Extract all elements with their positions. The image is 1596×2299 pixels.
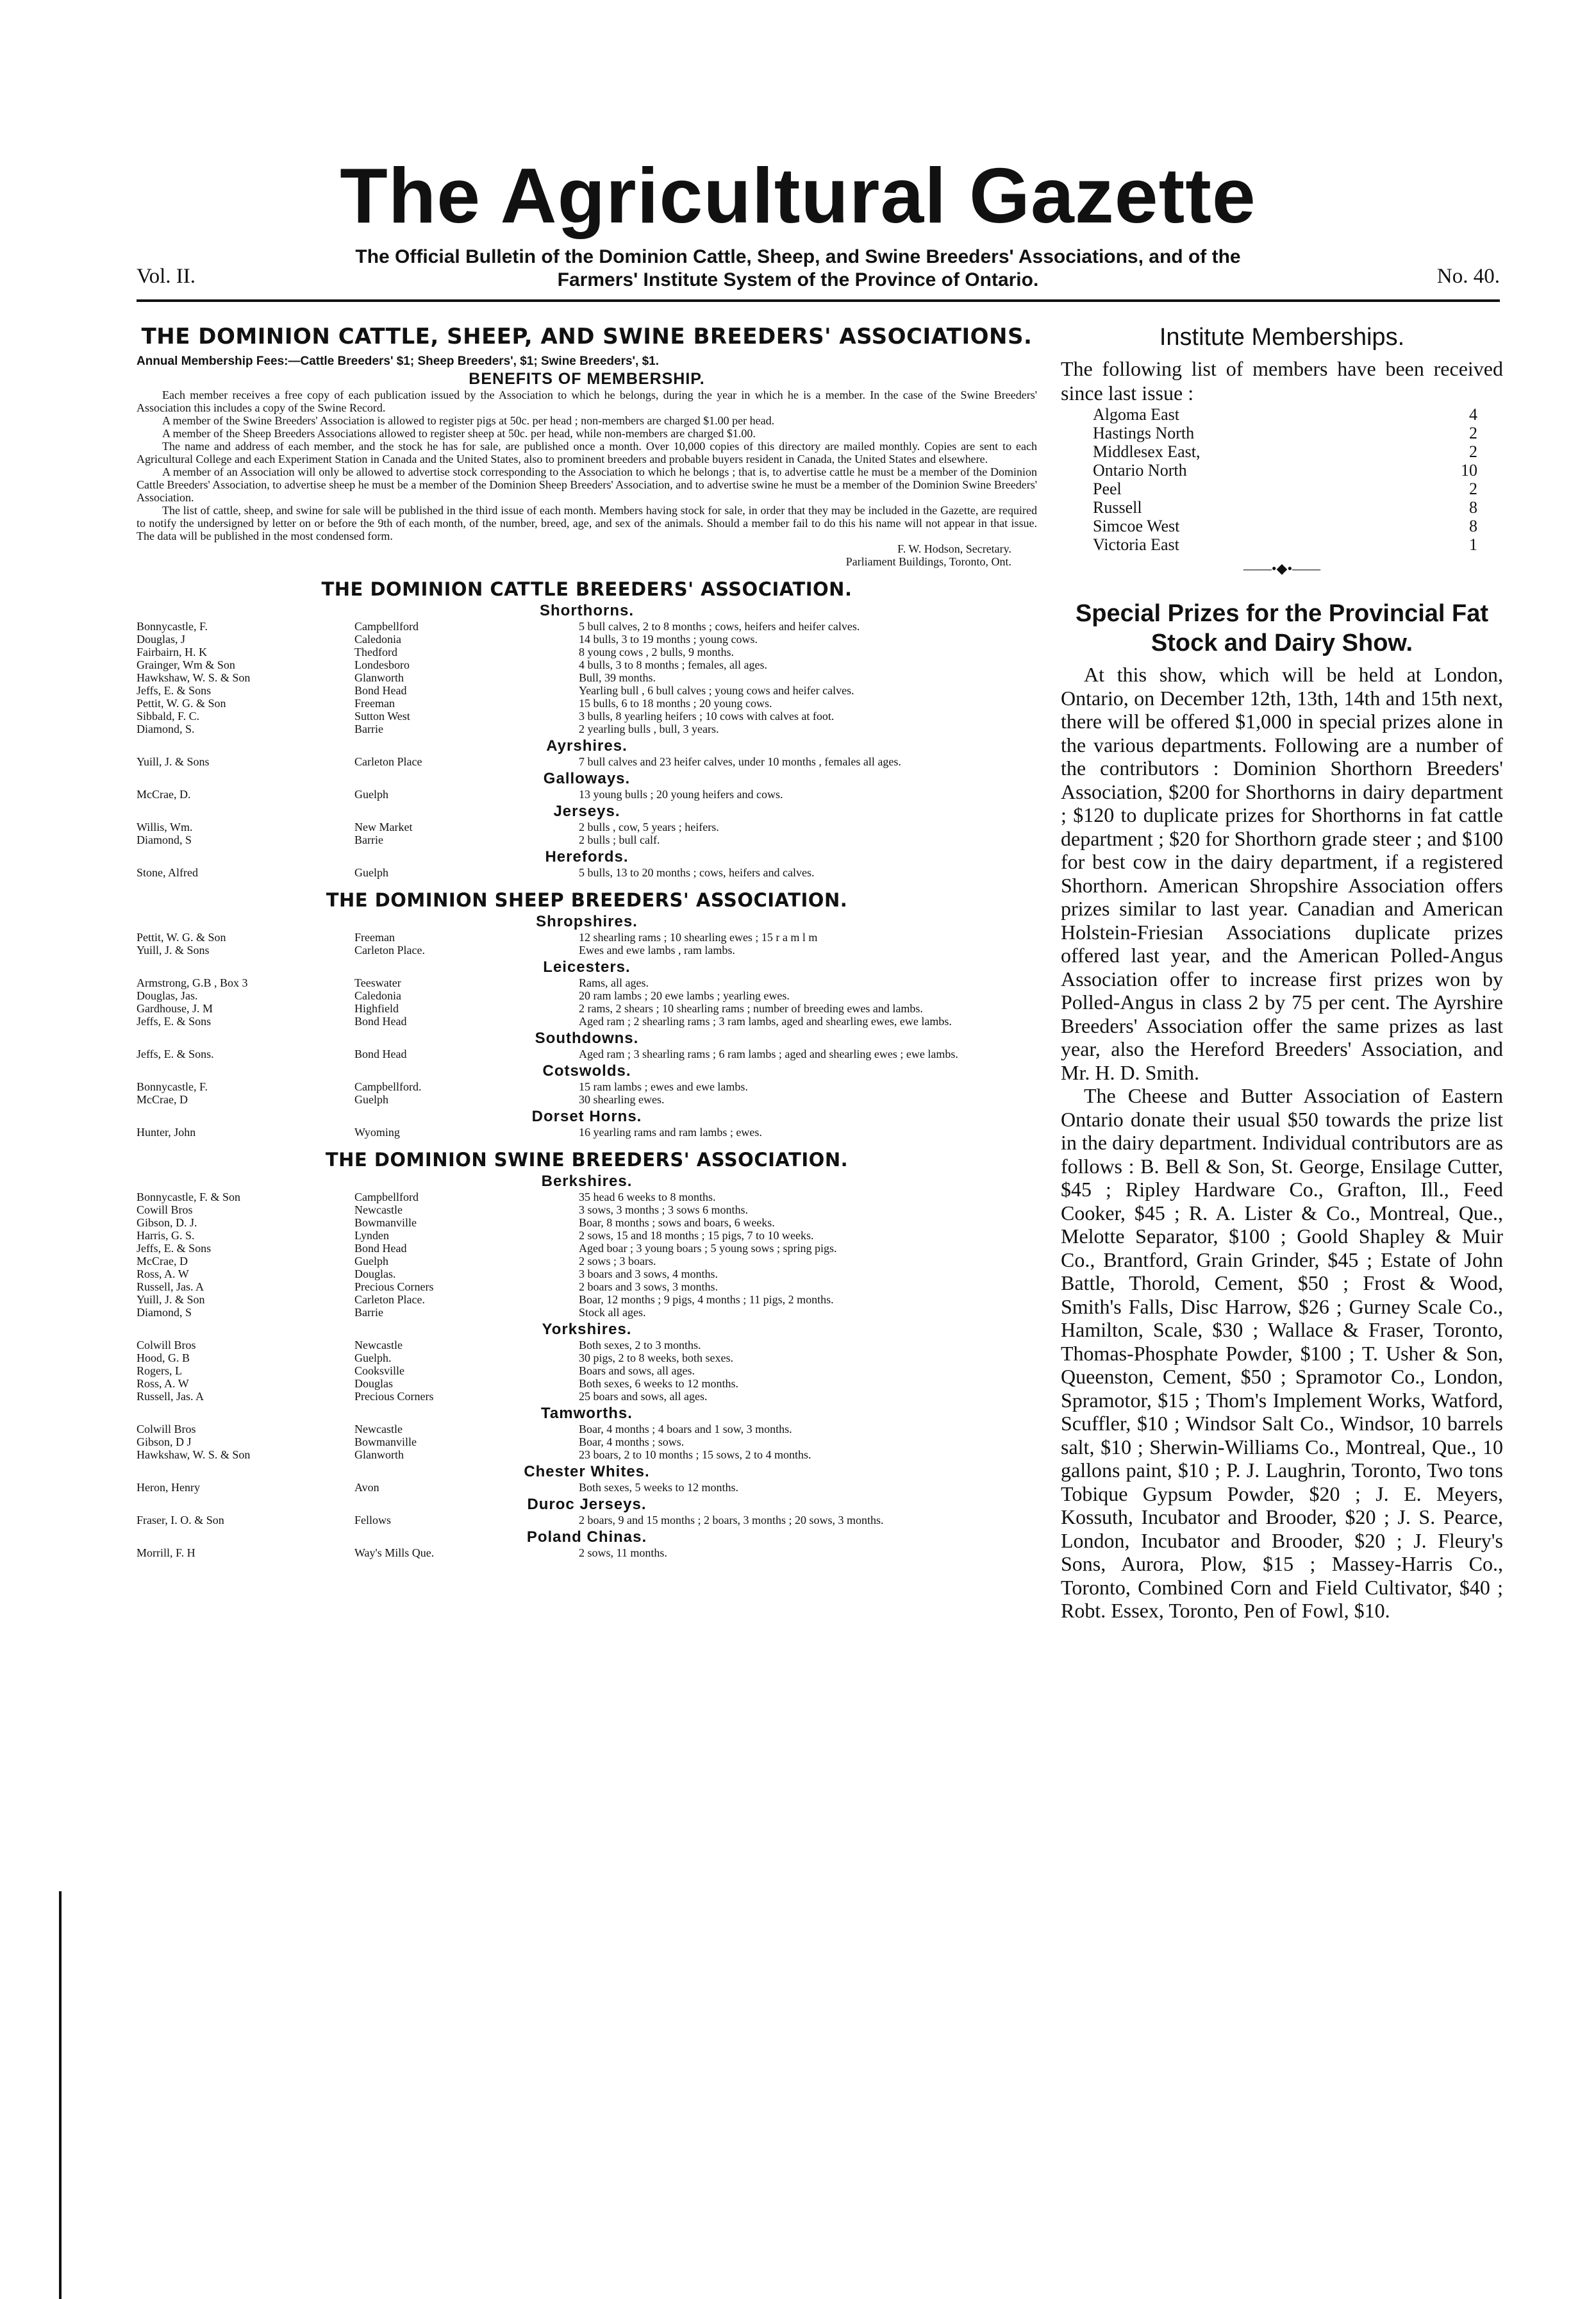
breeder-location: Glanworth xyxy=(354,1448,404,1461)
listing-row xyxy=(137,1267,1037,1280)
stock-description: 2 boars and 3 sows, 3 months. xyxy=(579,1280,718,1293)
breeder-location: Londesboro xyxy=(354,658,410,671)
stock-description: 2 yearling bulls , bull, 3 years. xyxy=(579,723,719,735)
benefit-paragraph: A member of the Swine Breeders' Association is allowed to register pigs at 50c. per head ; non-members are charged $1.00 per head. xyxy=(162,414,775,427)
breeder-location: Wyoming xyxy=(354,1126,400,1139)
listing-row xyxy=(137,1481,1037,1494)
benefit-paragraph: The list of cattle, sheep, and swine for sale will be published in the third issue of each month. Members having stock for sale, in order that they may be included in the Gazette, are required to notify the undersigned by letter on or before the 9th of each month, of the number, breed, age, and sex of the animals. Should a member fail to do this his name will not appear in that issue. The data will be published in the most condensed form. xyxy=(137,504,1037,542)
breeder-location: Campbellford. xyxy=(354,1080,422,1093)
breeder-location: Bowmanville xyxy=(354,1216,417,1229)
membership-fees: Annual Membership Fees:—Cattle Breeders' $1; Sheep Breeders', $1; Swine Breeders', $1. xyxy=(137,355,660,368)
listing-row xyxy=(137,1203,1037,1216)
breed-heading: Shorthorns. xyxy=(540,602,634,619)
listing-row xyxy=(137,684,1037,697)
listing-row xyxy=(137,1229,1037,1242)
breed-heading: Shropshires. xyxy=(536,913,638,930)
breeder-name: Yuill, J. & Sons xyxy=(137,944,210,957)
section-heading: THE DOMINION SHEEP BREEDERS' ASSOCIATION. xyxy=(326,889,848,911)
breeder-location: Lynden xyxy=(354,1229,389,1242)
member-district: Simcoe West xyxy=(1093,517,1180,535)
member-count: 2 xyxy=(1469,424,1477,442)
stock-description: 7 bull calves and 23 heifer calves, under 10 months , females all ages. xyxy=(579,755,901,768)
breeder-name: McCrae, D. xyxy=(137,788,191,801)
breeder-location: Bond Head xyxy=(354,684,407,697)
breeder-location: Carleton Place xyxy=(354,755,422,768)
member-list xyxy=(1061,405,1503,554)
breeder-name: Hawkshaw, W. S. & Son xyxy=(137,671,251,684)
stock-description: Stock all ages. xyxy=(579,1306,646,1319)
institute-intro: The following list of members have been received since last issue : xyxy=(1061,357,1503,405)
breeder-name: Hawkshaw, W. S. & Son xyxy=(137,1448,251,1461)
member-district: Victoria East xyxy=(1093,535,1179,554)
stock-description: 2 sows, 11 months. xyxy=(579,1546,667,1559)
stock-description: Boars and sows, all ages. xyxy=(579,1364,695,1377)
breeder-location: Thedford xyxy=(354,646,397,658)
stock-description: 2 rams, 2 shears ; 10 shearling rams ; number of breeding ewes and lambs. xyxy=(579,1002,923,1015)
listing-row xyxy=(137,697,1037,710)
breeder-location: Precious Corners xyxy=(354,1390,434,1403)
stock-description: Both sexes, 2 to 3 months. xyxy=(579,1339,701,1351)
breeder-location: Bond Head xyxy=(354,1048,407,1060)
breeder-name: Jeffs, E. & Sons. xyxy=(137,1048,214,1060)
breed-heading: Berkshires. xyxy=(541,1173,633,1190)
listing-row xyxy=(137,944,1037,957)
subtitle-line-1: The Official Bulletin of the Dominion Cattle, Sheep, and Swine Breeders' Associations, and of the xyxy=(355,246,1241,267)
listing-row xyxy=(137,1306,1037,1319)
breeder-name: Jeffs, E. & Sons xyxy=(137,1242,212,1255)
left-column xyxy=(137,324,1037,2286)
breeder-name: Pettit, W. G. & Son xyxy=(137,931,226,944)
breeder-name: Fairbairn, H. K xyxy=(137,646,207,658)
stock-listings xyxy=(137,578,1037,1559)
breeder-location: Caledonia xyxy=(354,989,401,1002)
breeder-name: Jeffs, E. & Sons xyxy=(137,1015,212,1028)
listing-row xyxy=(137,710,1037,723)
breeder-name: Armstrong, G.B , Box 3 xyxy=(137,976,248,989)
stock-description: Bull, 39 months. xyxy=(579,671,656,684)
stock-description: 8 young cows , 2 bulls, 9 months. xyxy=(579,646,735,658)
member-district: Russell xyxy=(1093,498,1142,517)
stock-description: 5 bull calves, 2 to 8 months ; cows, heifers and heifer calves. xyxy=(579,620,860,633)
breeder-name: Yuill, J. & Sons xyxy=(137,755,210,768)
breeder-name: McCrae, D xyxy=(137,1093,188,1106)
member-count: 10 xyxy=(1461,461,1477,480)
breeder-name: Cowill Bros xyxy=(137,1203,193,1216)
institute-heading: Institute Memberships. xyxy=(1159,324,1405,351)
breeder-name: Bonnycastle, F. & Son xyxy=(137,1191,241,1203)
listing-row xyxy=(137,976,1037,989)
listing-row xyxy=(137,1048,1037,1060)
stock-description: 15 ram lambs ; ewes and ewe lambs. xyxy=(579,1080,748,1093)
stock-description: Yearling bull , 6 bull calves ; young cows and heifer calves. xyxy=(579,684,854,697)
breeder-name: Diamond, S xyxy=(137,1306,192,1319)
breeder-name: Grainger, Wm & Son xyxy=(137,658,235,671)
breeder-location: Bowmanville xyxy=(354,1435,417,1448)
listing-row xyxy=(137,1364,1037,1377)
stock-description: Boar, 12 months ; 9 pigs, 4 months ; 11 pigs, 2 months. xyxy=(579,1293,834,1306)
breeder-location: Sutton West xyxy=(354,710,410,723)
breeder-location: Highfield xyxy=(354,1002,399,1015)
masthead-rule xyxy=(137,299,1500,302)
listing-row xyxy=(137,1015,1037,1028)
breeder-name: Bonnycastle, F. xyxy=(137,1080,208,1093)
ornament-divider: ——•◆•—— xyxy=(1243,560,1321,576)
breeder-location: Newcastle xyxy=(354,1423,403,1435)
breeder-location: Barrie xyxy=(354,833,383,846)
member-count: 8 xyxy=(1469,517,1477,535)
listing-row xyxy=(137,1093,1037,1106)
listing-row xyxy=(137,788,1037,801)
listing-row xyxy=(137,1546,1037,1559)
benefit-paragraph: A member of the Sheep Breeders Associations allowed to register sheep at 50c. per head, while non-members are charged $1.00. xyxy=(162,427,756,440)
stock-description: Both sexes, 6 weeks to 12 months. xyxy=(579,1377,738,1390)
listing-row xyxy=(137,658,1037,671)
stock-description: Boar, 4 months ; sows. xyxy=(579,1435,685,1448)
listing-row xyxy=(137,1126,1037,1139)
breeder-name: Hood, G. B xyxy=(137,1351,190,1364)
address: Parliament Buildings, Toronto, Ont. xyxy=(845,555,1011,568)
listing-row xyxy=(137,821,1037,833)
breeder-location: Guelph xyxy=(354,1255,388,1267)
associations-heading: THE DOMINION CATTLE, SHEEP, AND SWINE BREEDERS' ASSOCIATIONS. xyxy=(141,324,1033,349)
stock-description: 4 bulls, 3 to 8 months ; females, all ages. xyxy=(579,658,767,671)
breed-heading: Dorset Horns. xyxy=(531,1108,642,1125)
member-count: 2 xyxy=(1469,442,1477,461)
listing-row xyxy=(137,1242,1037,1255)
stock-description: 3 boars and 3 sows, 4 months. xyxy=(579,1267,718,1280)
stock-description: 14 bulls, 3 to 19 months ; young cows. xyxy=(579,633,758,646)
breeder-location: Cooksville xyxy=(354,1364,405,1377)
benefit-paragraph: A member of an Association will only be allowed to advertise stock corresponding to the Association to which he belongs ; that is, to advertise cattle he must be a member of the Dominion Cattle Breeders' Association, to advertise sheep he must be a member of the Dominion Sheep Breeders' Association, and to advertise swine he must be a member of the Dominion Swine Breeders' Association. xyxy=(137,465,1037,504)
listing-row xyxy=(137,866,1037,879)
breeder-location: Newcastle xyxy=(354,1339,403,1351)
stock-description: Boar, 4 months ; 4 boars and 1 sow, 3 months. xyxy=(579,1423,792,1435)
volume-label: Vol. II. xyxy=(137,265,195,288)
listing-row xyxy=(137,1191,1037,1203)
stock-description: 3 bulls, 8 yearling heifers ; 10 cows with calves at foot. xyxy=(579,710,835,723)
stock-description: 3 sows, 3 months ; 3 sows 6 months. xyxy=(579,1203,749,1216)
stock-description: 20 ram lambs ; 20 ewe lambs ; yearling ewes. xyxy=(579,989,790,1002)
breeder-name: Jeffs, E. & Sons xyxy=(137,684,212,697)
stock-description: 13 young bulls ; 20 young heifers and cows. xyxy=(579,788,783,801)
listing-row xyxy=(137,1280,1037,1293)
listing-row xyxy=(137,1339,1037,1351)
issue-number: No. 40. xyxy=(1436,265,1500,288)
listing-row xyxy=(137,1255,1037,1267)
member-district: Peel xyxy=(1093,480,1122,498)
breeder-name: Willis, Wm. xyxy=(137,821,193,833)
breeder-location: Bond Head xyxy=(354,1242,407,1255)
breeder-location: Bond Head xyxy=(354,1015,407,1028)
breeder-location: Carleton Place. xyxy=(354,944,425,957)
benefits-text xyxy=(137,389,1037,542)
breeder-location: Freeman xyxy=(354,931,395,944)
stock-description: 15 bulls, 6 to 18 months ; 20 young cows. xyxy=(579,697,772,710)
newspaper-title: The Agricultural Gazette xyxy=(340,152,1256,239)
breed-heading: Southdowns. xyxy=(535,1030,639,1047)
breeder-location: Fellows xyxy=(354,1514,392,1526)
member-row xyxy=(1093,461,1477,480)
prize-paragraph: At this show, which will be held at London, Ontario, on December 12th, 13th, 14th and 15th next, there will be offered $1,000 in special prizes alone in the various departments. Following are a number of the contributors : Dominion Shorthorn Breeders' Association, $200 for Shorthorns in dairy department ; $120 to duplicate prizes for Shorthorns in fat cattle department ; $20 for Shorthorn grade steer ; and $100 for best cow in the dairy department, if a registered Shorthorn. American Shropshire Association offers prizes similar to last year. Canadian and American Holstein-Friesian Associations duplicate prizes offered last year, and the American Polled-Angus Association offer to increase first prizes won by Polled-Angus in class 2 by 75 per cent. The Ayrshire Breeders' Association offer the same prizes as last year, also the Hereford Breeders' Association, and Mr. H. D. Smith. xyxy=(1061,663,1503,1084)
section-heading: THE DOMINION CATTLE BREEDERS' ASSOCIATION. xyxy=(321,578,852,600)
benefit-paragraph: The name and address of each member, and the stock he has for sale, are published once a month. Over 10,000 copies of this directory are mailed monthly. Copies are sent to each Agricultural College and each Experiment Station in Canada and the United States, also to prominent breeders and probable buyers resident in Canada, the United States and elsewhere. xyxy=(137,440,1037,465)
breeder-location: Precious Corners xyxy=(354,1280,434,1293)
stock-description: Ewes and ewe lambs , ram lambs. xyxy=(579,944,735,957)
breeder-location: Campbellford xyxy=(354,620,419,633)
masthead xyxy=(0,131,1596,324)
listing-row xyxy=(137,1351,1037,1364)
stock-description: Both sexes, 5 weeks to 12 months. xyxy=(579,1481,738,1494)
listing-row xyxy=(137,620,1037,633)
listing-row xyxy=(137,1514,1037,1526)
listing-row xyxy=(137,755,1037,768)
breed-heading: Herefords. xyxy=(545,848,629,865)
member-district: Ontario North xyxy=(1093,461,1187,480)
breeder-name: Morrill, F. H xyxy=(137,1546,195,1559)
listing-row xyxy=(137,1216,1037,1229)
right-column xyxy=(1061,324,1503,2247)
member-count: 2 xyxy=(1469,480,1477,498)
breeder-name: Harris, G. S. xyxy=(137,1229,195,1242)
member-row xyxy=(1093,480,1477,498)
breed-heading: Cotswolds. xyxy=(542,1062,631,1080)
stock-description: 2 bulls , cow, 5 years ; heifers. xyxy=(579,821,719,833)
breeder-name: Ross, A. W xyxy=(137,1267,189,1280)
listing-row xyxy=(137,671,1037,684)
listing-row xyxy=(137,931,1037,944)
breeder-location: Guelph xyxy=(354,1093,388,1106)
breeder-name: Pettit, W. G. & Son xyxy=(137,697,226,710)
listing-row xyxy=(137,1435,1037,1448)
breeder-location: Avon xyxy=(354,1481,379,1494)
breed-heading: Poland Chinas. xyxy=(526,1528,647,1546)
listing-row xyxy=(137,989,1037,1002)
prizes-text xyxy=(1061,663,1503,1623)
benefits-heading: BENEFITS OF MEMBERSHIP. xyxy=(469,370,705,388)
listing-row xyxy=(137,633,1037,646)
listing-row xyxy=(137,1448,1037,1461)
breeder-location: Guelph. xyxy=(354,1351,392,1364)
breed-heading: Galloways. xyxy=(543,770,631,787)
stock-description: 2 boars, 9 and 15 months ; 2 boars, 3 months ; 20 sows, 3 months. xyxy=(579,1514,884,1526)
stock-description: 5 bulls, 13 to 20 months ; cows, heifers and calves. xyxy=(579,866,815,879)
member-row xyxy=(1093,405,1477,424)
breeder-name: Fraser, I. O. & Son xyxy=(137,1514,224,1526)
breeder-name: Russell, Jas. A xyxy=(137,1280,204,1293)
breeder-name: Stone, Alfred xyxy=(137,866,198,879)
member-row xyxy=(1093,517,1477,535)
member-row xyxy=(1093,535,1477,554)
listing-row xyxy=(137,646,1037,658)
listing-row xyxy=(137,1377,1037,1390)
breeder-name: Heron, Henry xyxy=(137,1481,200,1494)
breed-heading: Yorkshires. xyxy=(542,1321,632,1338)
breeder-name: Douglas, Jas. xyxy=(137,989,198,1002)
member-count: 1 xyxy=(1469,535,1477,554)
breeder-name: Rogers, L xyxy=(137,1364,182,1377)
listing-row xyxy=(137,1002,1037,1015)
breeder-name: Diamond, S xyxy=(137,833,192,846)
breeder-location: Guelph xyxy=(354,866,388,879)
breeder-location: Way's Mills Que. xyxy=(354,1546,435,1559)
breeder-location: Campbellford xyxy=(354,1191,419,1203)
breeder-name: Douglas, J xyxy=(137,633,185,646)
listing-row xyxy=(137,723,1037,735)
member-count: 8 xyxy=(1469,498,1477,517)
breeder-location: Carleton Place. xyxy=(354,1293,425,1306)
member-row xyxy=(1093,498,1477,517)
subtitle xyxy=(192,246,1404,292)
breed-heading: Chester Whites. xyxy=(524,1463,650,1480)
breeder-name: Ross, A. W xyxy=(137,1377,189,1390)
breeder-location: Barrie xyxy=(354,1306,383,1319)
signature: F. W. Hodson, Secretary. xyxy=(897,542,1011,555)
breeder-name: Gibson, D. J. xyxy=(137,1216,197,1229)
breeder-name: Bonnycastle, F. xyxy=(137,620,208,633)
stock-description: 2 sows ; 3 boars. xyxy=(579,1255,656,1267)
breed-heading: Tamworths. xyxy=(541,1405,633,1422)
breeder-location: Glanworth xyxy=(354,671,404,684)
breeder-location: Guelph xyxy=(354,788,388,801)
stock-description: Boar, 8 months ; sows and boars, 6 weeks. xyxy=(579,1216,775,1229)
member-row xyxy=(1093,424,1477,442)
stock-description: 23 boars, 2 to 10 months ; 15 sows, 2 to 4 months. xyxy=(579,1448,811,1461)
stock-description: Aged ram ; 2 shearling rams ; 3 ram lambs, aged and shearling ewes, ewe lambs. xyxy=(579,1015,952,1028)
margin-rule xyxy=(59,1891,62,2299)
breeder-location: New Market xyxy=(354,821,413,833)
breed-heading: Leicesters. xyxy=(543,958,631,976)
breeder-name: Russell, Jas. A xyxy=(137,1390,204,1403)
subtitle-line-2: Farmers' Institute System of the Province of Ontario. xyxy=(557,269,1039,290)
benefit-paragraph: Each member receives a free copy of each publication issued by the Association to which he belongs, during the year in which he is a member. In the case of the Swine Breeders' Association this includes a copy of the Swine Record. xyxy=(137,389,1037,414)
stock-description: Rams, all ages. xyxy=(579,976,649,989)
stock-description: 12 shearling rams ; 10 shearling ewes ; 15 r a m l m xyxy=(579,931,818,944)
stock-description: 2 bulls ; bull calf. xyxy=(579,833,660,846)
member-count: 4 xyxy=(1469,405,1477,424)
stock-description: 35 head 6 weeks to 8 months. xyxy=(579,1191,716,1203)
listing-row xyxy=(137,1080,1037,1093)
member-district: Hastings North xyxy=(1093,424,1195,442)
listing-row xyxy=(137,833,1037,846)
breeder-location: Douglas. xyxy=(354,1267,396,1280)
breed-heading: Ayrshires. xyxy=(546,737,628,755)
stock-description: Aged ram ; 3 shearling rams ; 6 ram lambs ; aged and shearling ewes ; ewe lambs. xyxy=(579,1048,958,1060)
breed-heading: Jerseys. xyxy=(553,803,620,820)
prizes-heading: Special Prizes for the Provincial Fat Stock and Dairy Show. xyxy=(1075,600,1489,656)
listing-row xyxy=(137,1423,1037,1435)
breeder-location: Caledonia xyxy=(354,633,401,646)
breeder-name: Sibbald, F. C. xyxy=(137,710,200,723)
member-district: Algoma East xyxy=(1093,405,1180,424)
breeder-name: Diamond, S. xyxy=(137,723,195,735)
breeder-location: Teeswater xyxy=(354,976,401,989)
breeder-name: McCrae, D xyxy=(137,1255,188,1267)
breeder-name: Gibson, D J xyxy=(137,1435,192,1448)
breeder-location: Newcastle xyxy=(354,1203,403,1216)
breeder-name: Hunter, John xyxy=(137,1126,196,1139)
stock-description: 25 boars and sows, all ages. xyxy=(579,1390,708,1403)
listing-row xyxy=(137,1390,1037,1403)
stock-description: Aged boar ; 3 young boars ; 5 young sows ; spring pigs. xyxy=(579,1242,837,1255)
breeder-name: Yuill, J. & Son xyxy=(137,1293,205,1306)
breeder-name: Gardhouse, J. M xyxy=(137,1002,213,1015)
breeder-name: Colwill Bros xyxy=(137,1339,196,1351)
breeder-location: Barrie xyxy=(354,723,383,735)
breeder-name: Colwill Bros xyxy=(137,1423,196,1435)
breeder-location: Douglas xyxy=(354,1377,393,1390)
stock-description: 16 yearling rams and ram lambs ; ewes. xyxy=(579,1126,762,1139)
stock-description: 30 pigs, 2 to 8 weeks, both sexes. xyxy=(579,1351,733,1364)
breed-heading: Duroc Jerseys. xyxy=(527,1496,647,1513)
member-district: Middlesex East, xyxy=(1093,442,1201,461)
stock-description: 2 sows, 15 and 18 months ; 15 pigs, 7 to 10 weeks. xyxy=(579,1229,814,1242)
breeder-location: Freeman xyxy=(354,697,395,710)
member-row xyxy=(1093,442,1477,461)
listing-row xyxy=(137,1293,1037,1306)
stock-description: 30 shearling ewes. xyxy=(579,1093,665,1106)
section-heading: THE DOMINION SWINE BREEDERS' ASSOCIATION. xyxy=(325,1149,849,1171)
prize-paragraph: The Cheese and Butter Association of Eastern Ontario donate their usual $50 towards the prize list in the dairy department. Individual contributors are as follows : B. Bell & Son, St. George, Ensilage Cutter, $45 ; Ripley Hardware Co., Grafton, Ill., Feed Cooker, $45 ; R. A. Lister & Co., Montreal, Que., Melotte Separator, $100 ; Goold Shapley & Muir Co., Brantford, Grain Grinder, $45 ; Estate of John Battle, Thorold, Cement, $50 ; Frost & Wood, Smith's Falls, Disc Harrow, $26 ; Gurney Scale Co., Hamilton, Scale, $30 ; Wallace & Fraser, Toronto, Thomas-Phosphate Powder, $100 ; T. Usher & Son, Queenston, Cement, $50 ; Spramotor Co., London, Spramotor, $15 ; Thom's Implement Works, Watford, Scuffler, $10 ; Windsor Salt Co., Windsor, 10 barrels salt, $10 ; Sherwin-Williams Co., Montreal, Que., 10 gallons paint, $10 ; P. J. Laughrin, Toronto, Two tons Tobique Gypsum Powder, $20 ; J. E. Meyers, Kossuth, Incubator and Brooder, $20 ; J. S. Pearce, London, Incubator and Brooder, $20 ; J. Fleury's Sons, Aurora, Plow, $15 ; Massey-Harris Co., Toronto, Combined Corn and Field Cultivator, $40 ; Robt. Essex, Toronto, Pen of Fowl, $10. xyxy=(1061,1084,1503,1622)
